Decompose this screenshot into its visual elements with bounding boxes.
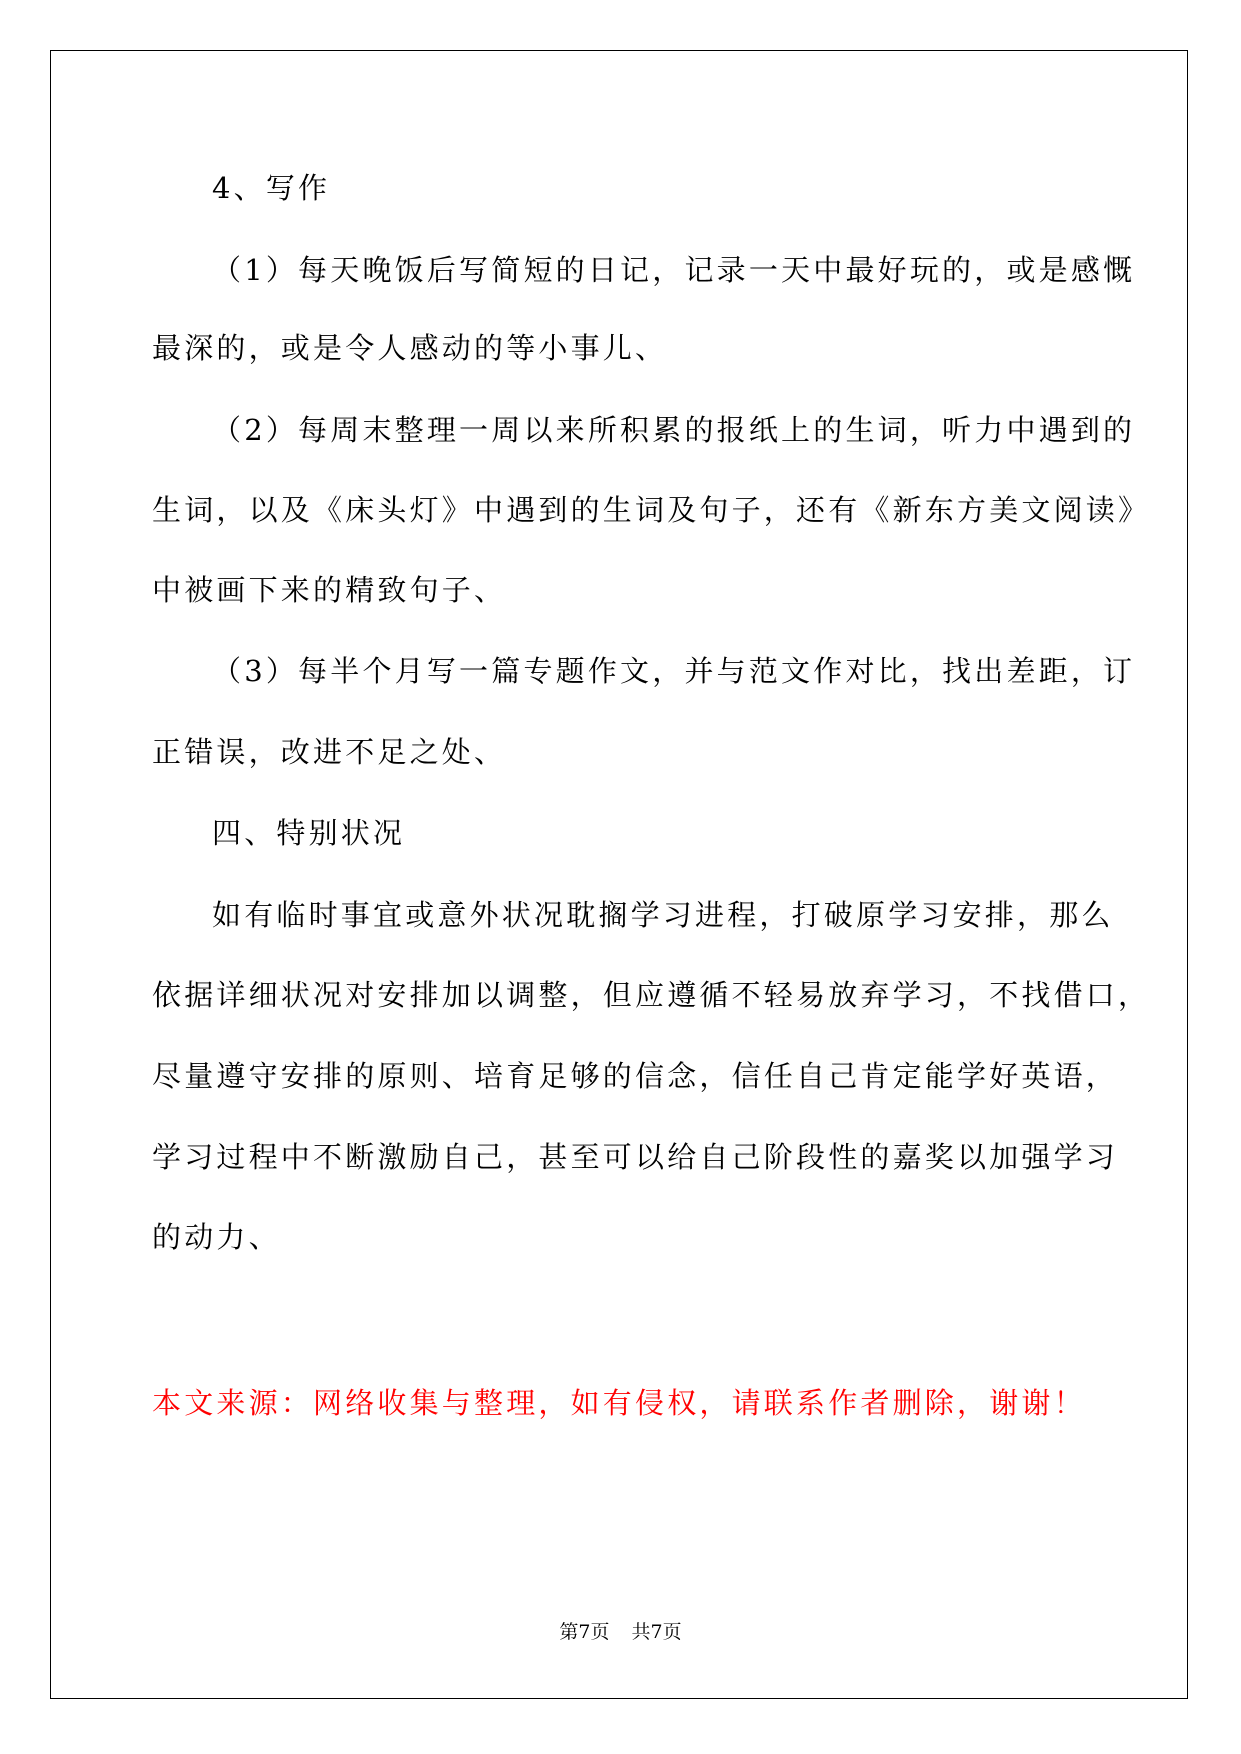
paragraph-line: 中被画下来的精致句子、	[152, 573, 507, 607]
paragraph-line: 最深的，或是令人感动的等小事儿、	[152, 331, 668, 365]
paragraph-line: 生词，以及《床头灯》中遇到的生词及句子，还有《新东方美文阅读》	[152, 493, 1151, 527]
page-number: 第7页	[559, 1621, 610, 1643]
paragraph-line: 依据详细状况对安排加以调整，但应遵循不轻易放弃学习，不找借口，	[152, 978, 1151, 1012]
page-border	[50, 50, 1188, 1699]
section-heading-writing: 4、写作	[212, 171, 331, 205]
paragraph-line: （3）每半个月写一篇专题作文，并与范文作对比，找出差距，订	[212, 654, 1136, 688]
source-note: 本文来源：网络收集与整理，如有侵权，请联系作者删除，谢谢！	[152, 1386, 1086, 1420]
paragraph-line: 的动力、	[152, 1220, 281, 1254]
paragraph-line: 尽量遵守安排的原则、培育足够的信念，信任自己肯定能学好英语，	[152, 1059, 1119, 1093]
paragraph-line: （2）每周末整理一周以来所积累的报纸上的生词，听力中遇到的	[212, 413, 1136, 447]
paragraph-line: 学习过程中不断激励自己，甚至可以给自己阶段性的嘉奖以加强学习	[152, 1140, 1119, 1174]
section-heading-special-situations: 四、特别状况	[212, 816, 406, 850]
paragraph-line: 正错误，改进不足之处、	[152, 735, 507, 769]
paragraph-line: 如有临时事宜或意外状况耽搁学习进程，打破原学习安排，那么	[212, 898, 1114, 932]
paragraph-line: （1）每天晚饭后写简短的日记，记录一天中最好玩的，或是感慨	[212, 253, 1136, 287]
page-footer	[0, 1620, 1241, 1644]
page-total: 共7页	[631, 1621, 682, 1643]
